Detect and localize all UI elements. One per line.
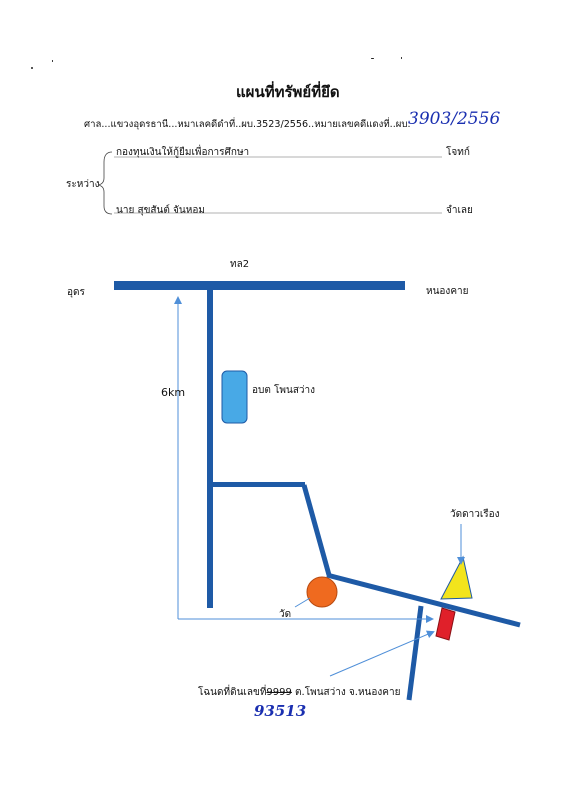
defendant-role: จำเลย bbox=[446, 205, 473, 216]
deed-struck-number: 9999 bbox=[266, 687, 292, 698]
temple-label: วัด bbox=[279, 609, 292, 620]
temple2-label: วัดดาวเรือง bbox=[450, 509, 500, 520]
deed-leader bbox=[330, 632, 433, 676]
case-line-text: ศาล...แขวงอุดรธานี...หมาเลคดีดำที่..ผบ.3523/2556..หมายเลขคดีแดงที่..ผบ. bbox=[84, 119, 411, 130]
land-plot-shape bbox=[436, 608, 455, 640]
local-road-vertical bbox=[207, 290, 213, 608]
left-city-label: อุดร bbox=[67, 287, 85, 298]
temple-leader bbox=[295, 598, 310, 607]
lower-road bbox=[327, 575, 520, 625]
sao-label: อบต โพนสว่าง bbox=[252, 385, 316, 396]
defendant-name: นาย สุขสันต์ จันหอม bbox=[116, 205, 205, 216]
case-red-number: 3903/2556 bbox=[408, 109, 501, 129]
temple-shape bbox=[307, 577, 337, 607]
plaintiff-name: กองทุนเงินให้กู้ยืมเพื่อการศึกษา bbox=[116, 147, 250, 158]
deed-label bbox=[198, 685, 400, 700]
lower-road-vertical bbox=[409, 606, 421, 700]
deed-label-prefix: โฉนดที่ดินเลขที่ bbox=[198, 687, 267, 698]
deed-handwritten-number: 93513 bbox=[254, 702, 307, 720]
plaintiff-role: โจทก์ bbox=[446, 147, 470, 158]
sao-office-shape bbox=[222, 371, 247, 423]
temple2-shape bbox=[441, 557, 472, 599]
local-road-diagonal bbox=[304, 485, 329, 575]
highway-road bbox=[114, 281, 405, 290]
local-road-branch bbox=[213, 482, 305, 487]
highway-label: ทล2 bbox=[230, 259, 250, 270]
document-title: แผนที่ทรัพย์ที่ยึด bbox=[236, 83, 340, 101]
deed-label-suffix: ต.โพนสว่าง จ.หนองคาย bbox=[291, 687, 401, 698]
between-brace bbox=[98, 152, 112, 214]
distance-label: 6km bbox=[161, 386, 186, 399]
right-city-label: หนองคาย bbox=[426, 286, 469, 297]
between-label: ระหว่าง bbox=[66, 179, 100, 190]
